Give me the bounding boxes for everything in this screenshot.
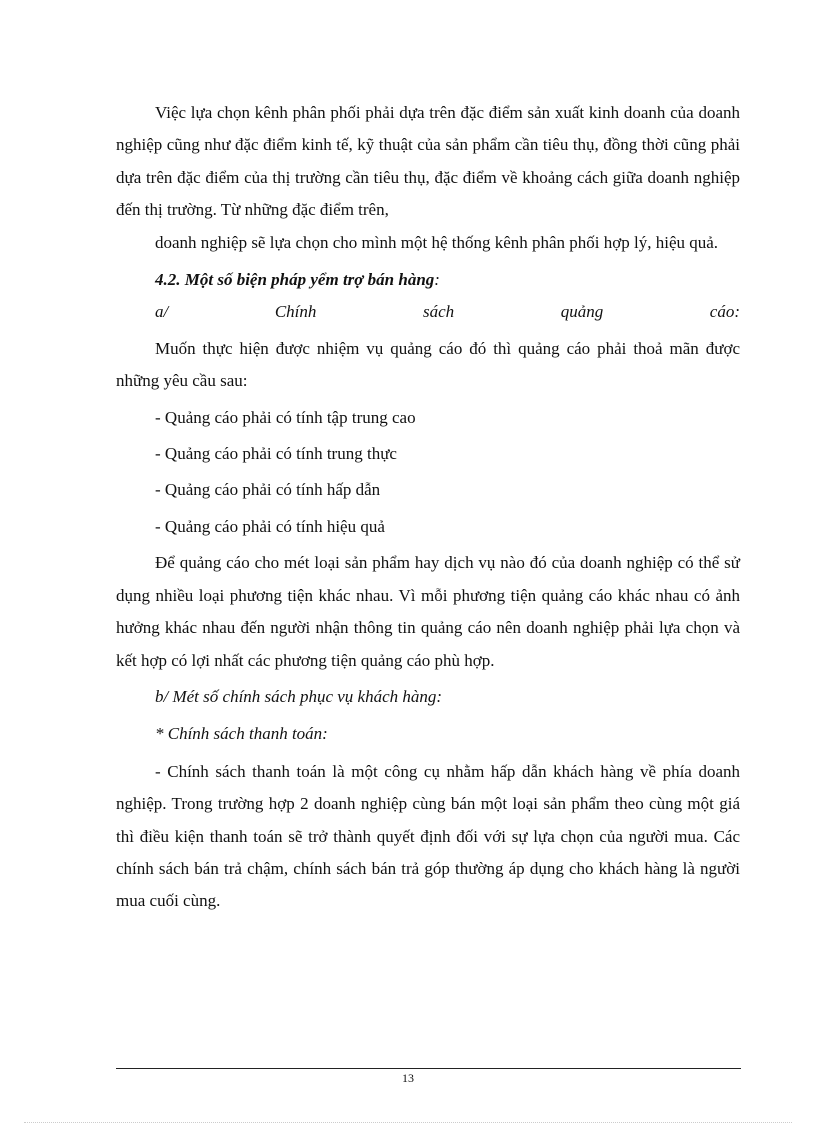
subheading-payment-policy: * Chính sách thanh toán:: [155, 724, 328, 744]
footer-divider: [116, 1068, 741, 1069]
subheading-word: a/: [155, 302, 169, 322]
paragraph-advertising-media: Để quảng cáo cho mét loại sản phẩm hay dịch vụ nào đó của doanh nghiệp có thể sử dụng nhiều loại phương tiện khác nhau. Vì mỗi phương tiện quảng cáo khác nhau có ảnh hưởng khác nhau đến người nhận thông tin quảng cáo nên doanh nghiệp phải lựa chọn và kết hợp có lợi nhất các phương tiện quảng cáo phù hợp.: [116, 553, 740, 670]
subheading-advertising-policy: [116, 296, 740, 328]
subheading-word: quảng: [560, 302, 604, 322]
list-item: - Quảng cáo phải có tính hấp dẫn: [155, 480, 381, 500]
paragraph-channel-conclusion: doanh nghiệp sẽ lựa chọn cho mình một hệ thống kênh phân phối hợp lý, hiệu quả.: [155, 232, 719, 252]
subheading-word: cáo:: [709, 302, 740, 322]
subheading-customer-service: b/ Mét số chính sách phục vụ khách hàng:: [155, 686, 443, 706]
list-item: - Quảng cáo phải có tính tập trung cao: [155, 407, 416, 427]
page-number: 13: [402, 1071, 414, 1085]
page-body: [116, 97, 740, 918]
subheading-word: Chính: [274, 302, 317, 322]
list-item: - Quảng cáo phải có tính hiệu quả: [155, 516, 385, 536]
paragraph-payment-policy: - Chính sách thanh toán là một công cụ nhằm hấp dẫn khách hàng về phía doanh nghiệp. Trong trường hợp 2 doanh nghiệp cùng bán một loại sản phẩm theo cùng một giá thì điều kiện thanh toán sẽ trở thành quyết định đối với sự lựa chọn của người mua. Các chính sách bán trả chậm, chính sách bán trả góp thường áp dụng cho khách hàng là người mua cuối cùng.: [116, 761, 740, 911]
heading-text: 4.2. Một số biện pháp yểm trợ bán hàng: [155, 270, 435, 290]
list-item: - Quảng cáo phải có tính trung thực: [155, 444, 397, 464]
section-heading-4-2: [116, 264, 740, 296]
paragraph-channel-selection: Việc lựa chọn kênh phân phối phải dựa trên đặc điểm sản xuất kinh doanh của doanh nghiệp cũng như đặc điểm kinh tế, kỹ thuật của sản phẩm cần tiêu thụ, đồng thời cũng phải dựa trên đặc điểm của thị trường cần tiêu thụ, đặc điểm về khoảng cách giữa doanh nghiệp đến thị trường. Từ những đặc điểm trên,: [116, 103, 740, 220]
paragraph-advertising-requirements: Muốn thực hiện được nhiệm vụ quảng cáo đó thì quảng cáo phải thoả mãn được những yêu cầu sau:: [116, 338, 740, 391]
subheading-word: sách: [422, 302, 455, 322]
heading-colon: :: [434, 270, 440, 290]
